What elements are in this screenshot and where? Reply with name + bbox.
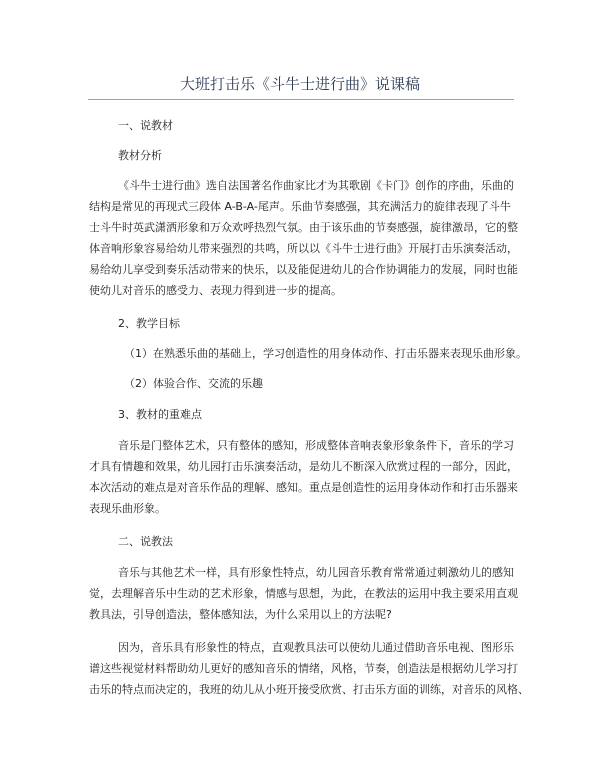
- paragraph-line: 觉，去理解音乐中生动的艺术形象，情感与思想，为此，在教法的运用中我主要采用直观: [89, 587, 518, 600]
- paragraph-line: 才具有情趣和效果，幼儿园打击乐演奏活动，是幼儿不断深入欣赏过程的一部分，因此，: [89, 460, 518, 473]
- paragraph-line: 击乐的特点而决定的，我班的幼儿从小班开接受欣赏、打击乐方面的训练，对音乐的风格、: [89, 683, 529, 696]
- document-title: 大班打击乐《斗牛士进行曲》说课稿: [179, 75, 420, 93]
- paragraph-line: 士斗牛时英武潇洒形象和万众欢呼热烈气氛。由于该乐曲的节奏感强，旋律激昂，它的整: [89, 221, 518, 234]
- subheading-key-difficulties: 3、教材的重难点: [118, 408, 202, 421]
- subheading-textbook-analysis: 教材分析: [118, 149, 162, 162]
- section-heading-teaching-methods: 二、说教法: [118, 535, 173, 548]
- title-divider: [88, 99, 514, 100]
- paragraph-line: 音乐与其他艺术一样，具有形象性特点，幼儿园音乐教育常常通过刺激幼儿的感知: [118, 566, 514, 579]
- paragraph-line: 易给幼儿享受到奏乐活动带来的快乐，以及能促进幼儿的合作协调能力的发展，同时也能: [89, 263, 518, 276]
- section-heading-textbook: 一、说教材: [118, 119, 173, 132]
- paragraph-line: 表现乐曲形象。: [89, 502, 166, 515]
- goal-item: （2）体验合作、交流的乐趣: [124, 377, 263, 390]
- paragraph-line: 本次活动的难点是对音乐作品的理解、感知。重点是创造性的运用身体动作和打击乐器来: [89, 481, 518, 494]
- paragraph-line: 谱这些视觉材料帮助幼儿更好的感知音乐的情绪，风格，节奏，创造法是根据幼儿学习打: [89, 662, 518, 675]
- paragraph-line: 因为，音乐具有形象性的特点，直观教具法可以使幼儿通过借助音乐电视、图形乐: [118, 641, 514, 654]
- paragraph-line: 结构是常见的再现式三段体 A-B-A-尾声。乐曲节奏感强，其充满活力的旋律表现了斗牛: [89, 200, 511, 213]
- paragraph-line: 音乐是门整体艺术，只有整体的感知，形成整体音响表象形象条件下，音乐的学习: [118, 439, 514, 452]
- paragraph-line: 《斗牛士进行曲》选自法国著名作曲家比才为其歌剧《卡门》创作的序曲，乐曲的: [118, 179, 514, 192]
- subheading-teaching-goals: 2、教学目标: [118, 317, 180, 330]
- goal-item: （1）在熟悉乐曲的基础上，学习创造性的用身体动作、打击乐器来表现乐曲形象。: [124, 347, 527, 360]
- paragraph-line: 教具法，引导创造法，整体感知法，为什么采用以上的方法呢?: [89, 608, 392, 621]
- paragraph-line: 使幼儿对音乐的感受力、表现力得到进一步的提高。: [89, 284, 342, 297]
- paragraph-line: 体音响形象容易给幼儿带来强烈的共鸣，所以以《斗牛士进行曲》开展打击乐演奏活动，: [89, 242, 518, 255]
